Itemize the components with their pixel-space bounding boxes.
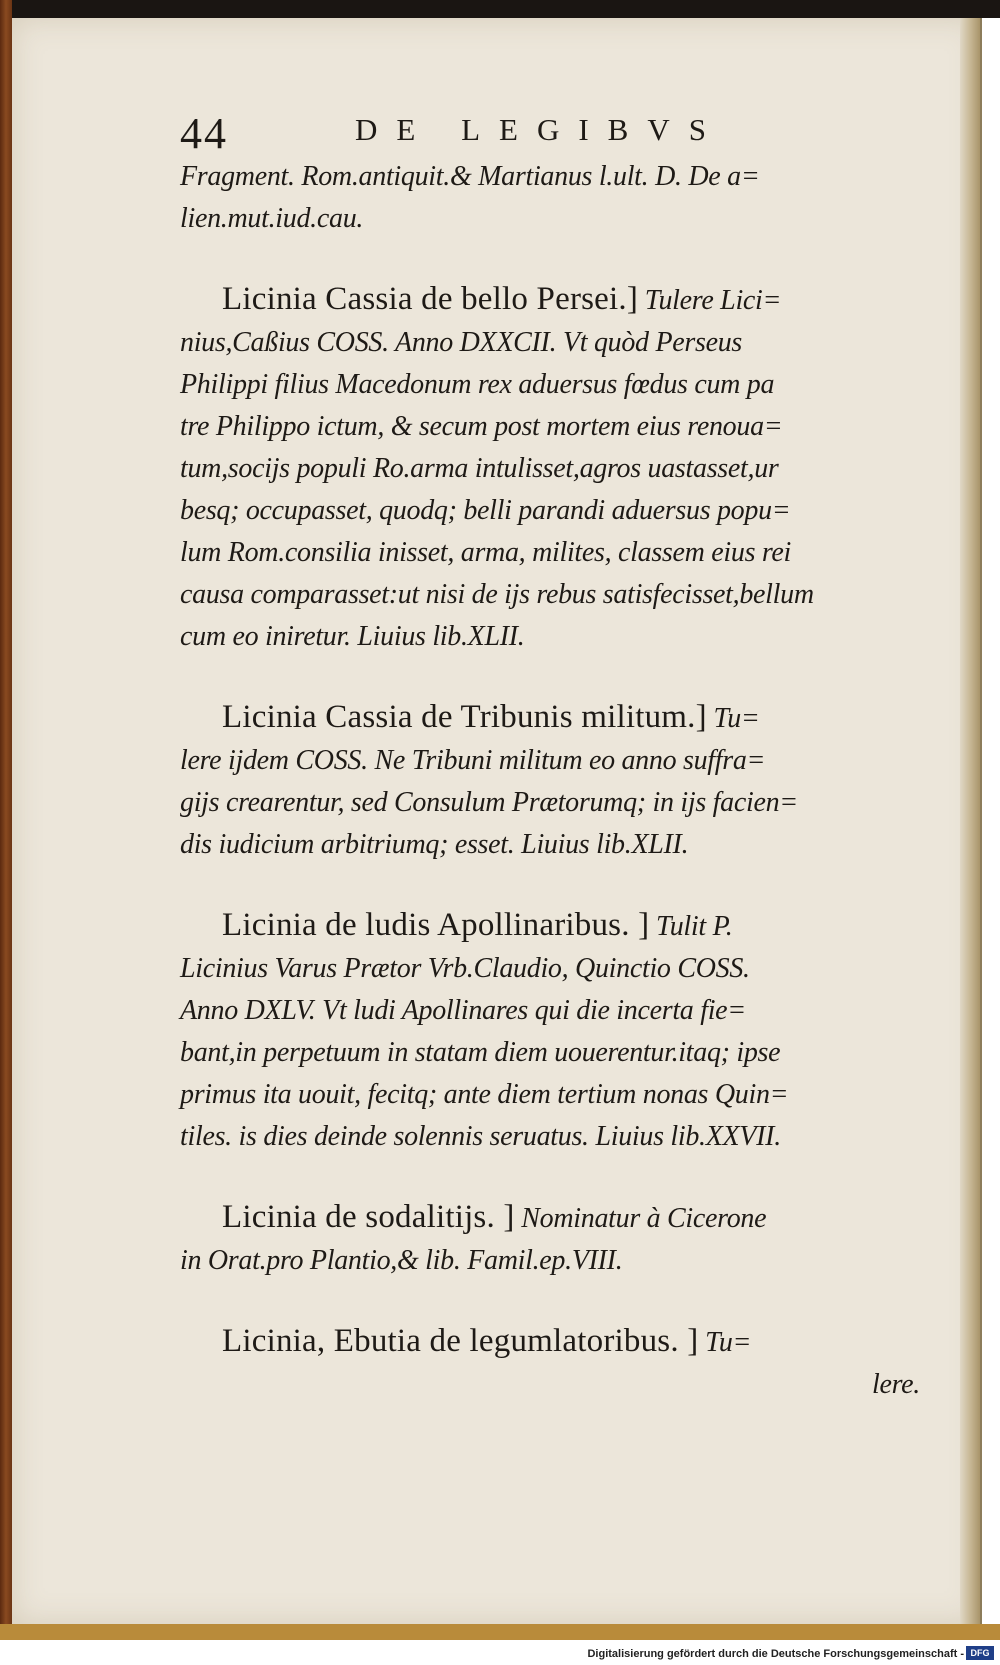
law-title: Licinia Cassia de Tribunis militum.]: [222, 699, 707, 735]
law-title: Licinia Cassia de bello Persei.]: [222, 281, 639, 317]
text-line: dis iudicium arbitriumq; esset. Liuius lib.XLII.: [180, 829, 689, 860]
running-head: [180, 100, 920, 156]
text-line: lum Rom.consilia inisset, arma, milites, classem eius rei: [180, 537, 792, 568]
page-text: [180, 100, 920, 1406]
text-line: lere ijdem COSS. Ne Tribuni militum eo anno suffra=: [180, 745, 766, 776]
text-line: gijs crearentur, sed Consulum Prætorumq; in ijs facien=: [180, 787, 798, 818]
scan-bottom-band: [0, 1624, 1000, 1640]
running-title: DE LEGIBVS: [355, 112, 725, 147]
text-line: tiles. is dies deinde solennis seruatus. Liuius lib.XXVII.: [180, 1121, 781, 1152]
catchword: lere.: [872, 1369, 920, 1400]
law-entry-licinia-sodalitiis: [180, 1196, 920, 1282]
law-entry-licinia-cassia-tribunis: [180, 696, 920, 866]
law-entry-licinia-ebutia: [180, 1320, 920, 1406]
text-line: tre Philippo ictum, & secum post mortem eius renoua=: [180, 411, 783, 442]
text-line: in Orat.pro Plantio,& lib. Famil.ep.VIII.: [180, 1245, 623, 1276]
law-title: Licinia de ludis Apollinaribus. ]: [222, 907, 650, 943]
law-entry-licinia-ludis: [180, 904, 920, 1158]
law-title: Licinia de sodalitijs. ]: [222, 1199, 515, 1235]
text-line: Licinius Varus Prætor Vrb.Claudio, Quinctio COSS.: [180, 953, 750, 984]
text-line: besq; occupasset, quodq; belli parandi aduersus popu=: [180, 495, 791, 526]
continuation-paragraph: [180, 156, 920, 240]
text-line: lien.mut.iud.cau.: [180, 203, 364, 234]
text-line: tum,socijs populi Ro.arma intulisset,agros uastasset,ur: [180, 453, 779, 484]
text-segment: Tu=: [705, 1327, 752, 1358]
text-line: [180, 1196, 920, 1240]
page-number: 44: [180, 109, 228, 158]
law-entry-licinia-cassia-bello: [180, 278, 920, 658]
text-line: [180, 904, 920, 948]
book-spine: [0, 0, 12, 1640]
text-line: [180, 696, 920, 740]
text-line: primus ita uouit, fecitq; ante diem tertium nonas Quin=: [180, 1079, 789, 1110]
text-segment: Nominatur à Cicerone: [521, 1203, 767, 1234]
text-line: cum eo iniretur. Liuius lib.XLII.: [180, 621, 525, 652]
text-line: bant,in perpetuum in statam diem uouerentur.itaq; ipse: [180, 1037, 781, 1068]
text-line: [180, 1320, 920, 1364]
page-edge: [960, 18, 980, 1624]
dfg-logo: DFG: [966, 1646, 994, 1660]
text-line: Philippi filius Macedonum rex aduersus fœdus cum pa: [180, 369, 775, 400]
text-line: Anno DXLV. Vt ludi Apollinares qui die incerta fie=: [180, 995, 746, 1026]
scan-top-border: [0, 0, 1000, 18]
text-line: nius,Caßius COSS. Anno DXXCII. Vt quòd Perseus: [180, 327, 743, 358]
text-line: Fragment. Rom.antiquit.& Martianus l.ult. D. De a=: [180, 161, 760, 192]
law-title: Licinia, Ebutia de legumlatoribus. ]: [222, 1323, 699, 1359]
funding-credit: Digitalisierung gefördert durch die Deutsche Forschungsgemeinschaft -: [587, 1648, 964, 1660]
text-line: [180, 278, 920, 322]
text-line: causa comparasset:ut nisi de ijs rebus satisfecisset,bellum: [180, 579, 814, 610]
text-segment: Tulere Lici=: [644, 285, 782, 316]
text-segment: Tu=: [713, 703, 760, 734]
text-segment: Tulit P.: [656, 911, 733, 942]
